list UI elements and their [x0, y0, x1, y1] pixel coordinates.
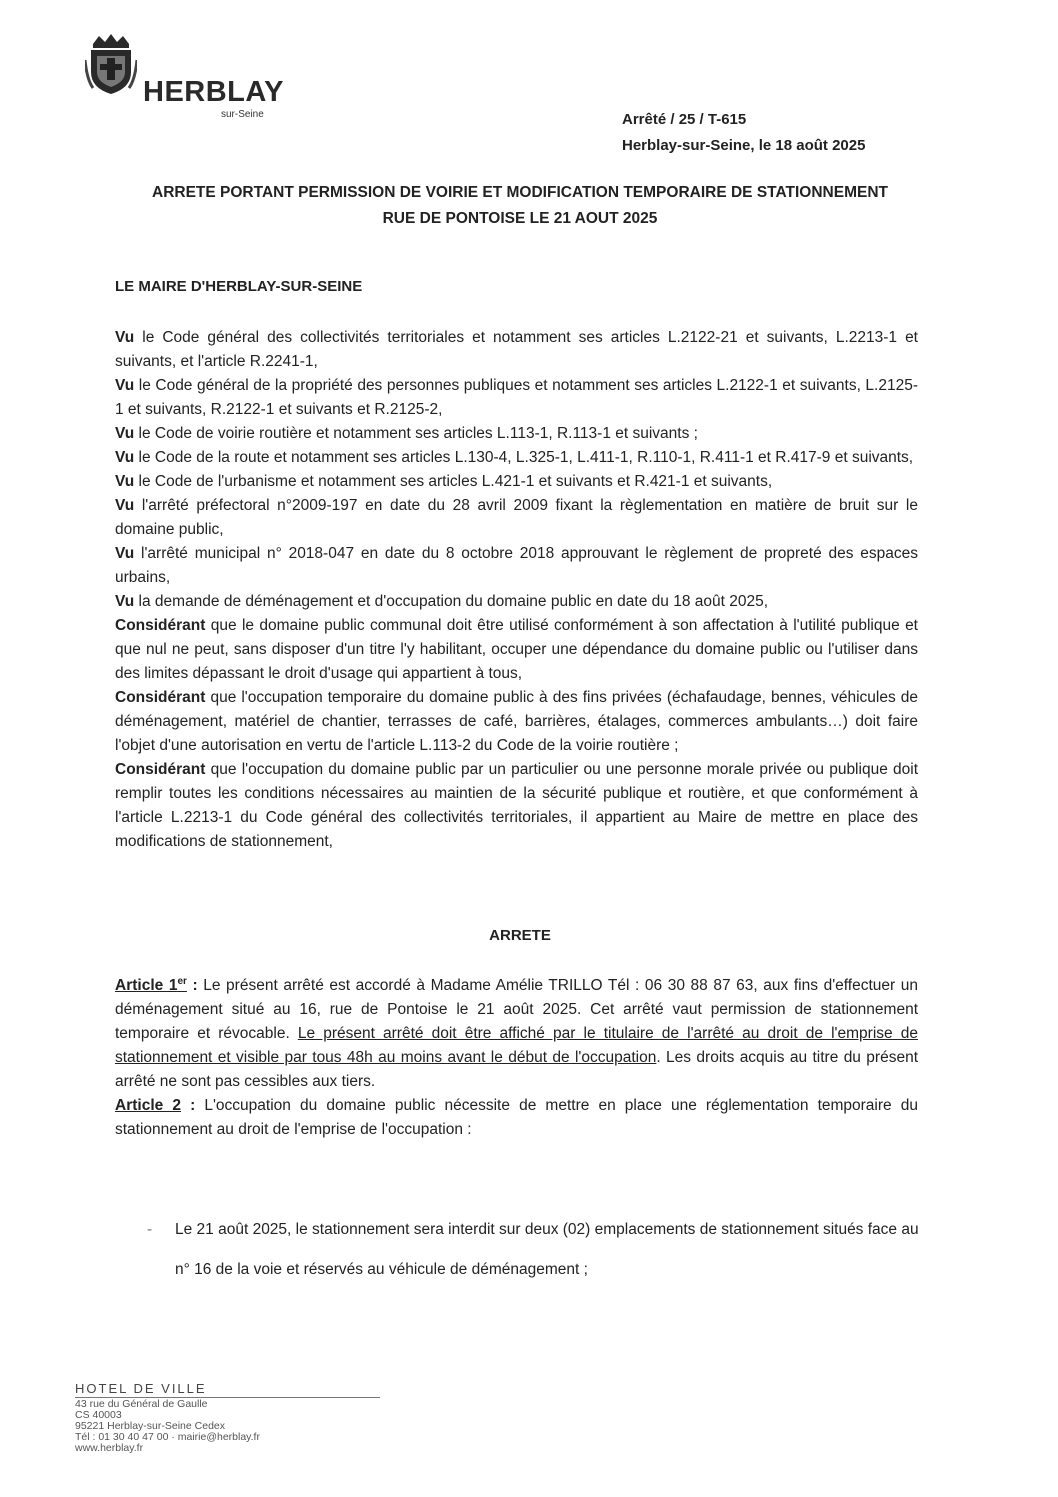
reference-block — [622, 107, 865, 159]
articles-block — [115, 970, 918, 1142]
footer-title: HOTEL DE VILLE — [75, 1381, 207, 1396]
considerant-item: Vu le Code de l'urbanisme et notamment ses articles L.421-1 et suivants et R.421-1 et suivants, — [115, 473, 773, 490]
footer-line: 95221 Herblay-sur-Seine Cedex — [75, 1420, 225, 1432]
considerant-item: Vu l'arrêté municipal n° 2018-047 en date du 8 octobre 2018 approuvant le règlement de propreté des espaces urbains, — [115, 545, 918, 586]
place-date: Herblay-sur-Seine, le 18 août 2025 — [622, 137, 866, 154]
footer-line: CS 40003 — [75, 1409, 122, 1421]
footer-address — [75, 1382, 385, 1454]
logo-wordmark: HERBLAY — [143, 76, 285, 108]
document-title — [110, 180, 930, 232]
footer-line: 43 rue du Général de Gaulle — [75, 1398, 208, 1410]
arrete-heading: ARRETE — [489, 927, 551, 944]
bullet-text: Le 21 août 2025, le stationnement sera interdit sur deux (02) emplacements de stationnement situés face au n° 16 de la voie et réservés au véhicule de déménagement ; — [175, 1221, 919, 1278]
considerant-item: Vu le Code général de la propriété des personnes publiques et notamment ses articles L.2122-1 et suivants, L.2125-1 et suivants, R.2122-1 et suivants et R.2125-2, — [115, 377, 918, 418]
article-1: Article 1er : Le présent arrêté est accordé à Madame Amélie TRILLO Tél : 06 30 88 87 63, aux fins d'effectuer un déménagement situé au 16, rue de Pontoise le 21 août 2025. Cet arrêté vaut permission de stationnement temporaire et révocable. Le présent arrêté doit être affiché par le titulaire de l'arrêté au droit de l'emprise de stationnement et visible par tous 48h au moins avant le début de l'occupation. Les droits acquis au titre du présent arrêté ne sont pas cessibles aux tiers. — [115, 976, 919, 1091]
posting-requirement: Le présent arrêté doit être affiché par le titulaire de l'arrêté au droit de l'emprise de stationnement et visible par tous 48h au moins avant le début de l'occupation — [115, 1025, 918, 1067]
considerant-item: Considérant que l'occupation temporaire du domaine public à des fins privées (échafaudage, bennes, véhicules de déménagement, matériel de chantier, terrasses de café, barrières, étalages, commerces ambulants…) doit faire l'objet d'une autorisation en vertu de l'article L.113-2 du Code de la voirie routière ; — [115, 689, 918, 754]
herblay-logo — [85, 30, 315, 120]
considerant-item: Considérant que le domaine public communal doit être utilisé conformément à son affectation à l'utilité publique et que nul ne peut, sans disposer d'un titre l'y habilitant, occuper une dépendance du domaine public ou l'utiliser dans des limites dépassant le droit d'usage qui appartient à tous, — [115, 617, 918, 682]
city-crest-icon — [85, 30, 137, 96]
title-line-1: ARRETE PORTANT PERMISSION DE VOIRIE ET MODIFICATION TEMPORAIRE DE STATIONNEMENT — [152, 184, 888, 201]
title-line-2: RUE DE PONTOISE LE 21 AOUT 2025 — [382, 210, 658, 227]
considerant-item: Vu le Code général des collectivités territoriales et notamment ses articles L.2122-21 et suivants, L.2213-1 et suivants, et l'article R.2241-1, — [115, 329, 918, 370]
considerant-item: Vu le Code de la route et notamment ses articles L.130-4, L.325-1, L.411-1, R.110-1, R.411-1 et R.417-9 et suivants, — [115, 449, 914, 466]
considerants-list — [115, 326, 918, 854]
article-2: Article 2 : L'occupation du domaine public nécessite de mettre en place une réglementation temporaire du stationnement au droit de l'emprise de l'occupation : — [115, 1097, 918, 1139]
list-item — [147, 1210, 922, 1290]
article-2-label: Article 2 — [115, 1097, 181, 1115]
considerant-item: Vu la demande de déménagement et d'occupation du domaine public en date du 18 août 2025, — [115, 593, 769, 610]
footer-line: Tél : 01 30 40 47 00 · mairie@herblay.fr — [75, 1431, 260, 1443]
logo-subtitle: sur-Seine — [221, 109, 264, 120]
considerant-item: Considérant que l'occupation du domaine public par un particulier ou une personne morale privée ou publique doit remplir toutes les conditions nécessaires au maintien de la sécurité publique et routière, et que conformément à l'article L.2213-1 du Code général des collectivités territoriales, il appartient au Maire de mettre en place des modifications de stationnement, — [115, 761, 918, 850]
article-1-label: Article 1er — [115, 976, 187, 995]
considerant-item: Vu le Code de voirie routière et notamment ses articles L.113-1, R.113-1 et suivants ; — [115, 425, 698, 442]
maire-heading: LE MAIRE D'HERBLAY-SUR-SEINE — [115, 278, 363, 295]
reference-number: Arrêté / 25 / T-615 — [622, 111, 747, 128]
footer-line: www.herblay.fr — [75, 1442, 144, 1454]
considerant-item: Vu l'arrêté préfectoral n°2009-197 en date du 28 avril 2009 fixant la règlementation en matière de bruit sur le domaine public, — [115, 497, 918, 538]
bullet-dash: - — [147, 1221, 153, 1238]
